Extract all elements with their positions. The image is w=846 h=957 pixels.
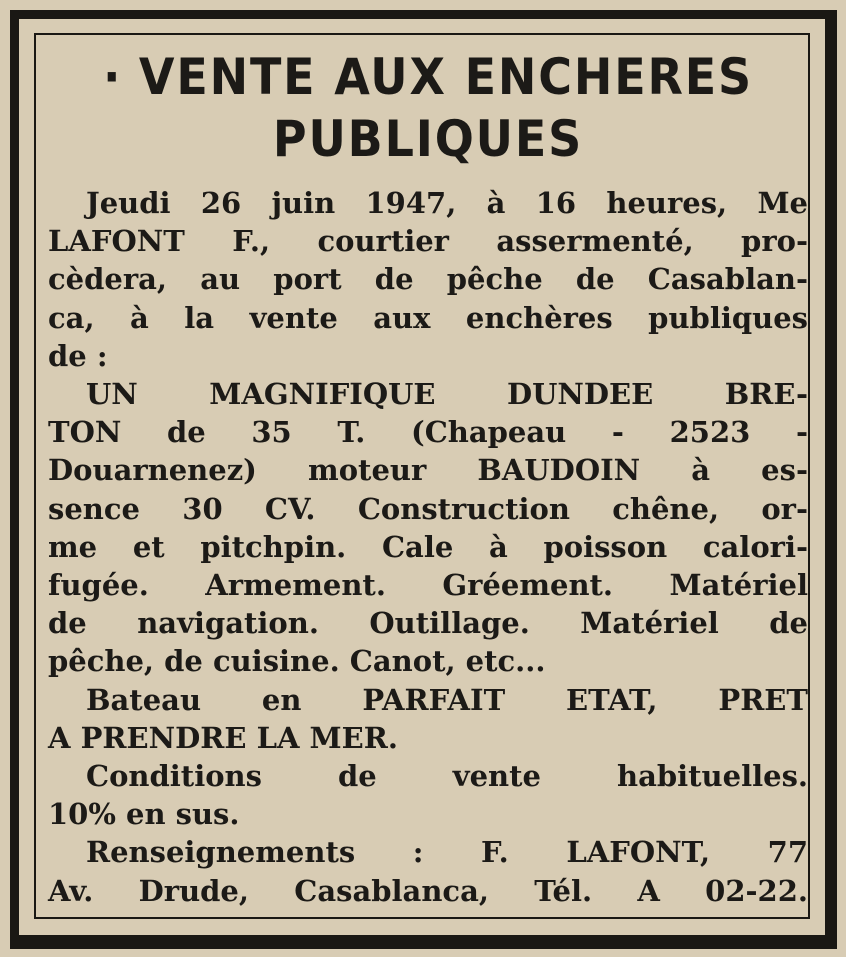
text-line: A PRENDRE LA MER. xyxy=(48,720,398,755)
paragraph-terms xyxy=(48,757,808,833)
text-line: me et pitchpin. Cale à poisson calori- xyxy=(48,529,808,564)
text-line: Av. Drude, Casablanca, Tél. A 02-22. xyxy=(48,873,808,908)
text-line: pêche, de cuisine. Canot, etc... xyxy=(48,644,546,679)
text-line: LAFONT F., courtier assermenté, pro- xyxy=(48,224,808,259)
notice-title xyxy=(78,46,777,170)
text-line: fugée. Armement. Gréement. Matériel xyxy=(48,568,808,603)
title-line-2: PUBLIQUES xyxy=(272,110,584,168)
text-line: ca, à la vente aux enchères publiques xyxy=(48,300,808,335)
text-line: Jeudi 26 juin 1947, à 16 heures, Me xyxy=(86,186,808,220)
text-line: Douarnenez) moteur BAUDOIN à es- xyxy=(48,453,808,488)
text-line: Bateau en PARFAIT ETAT, PRET xyxy=(86,682,808,717)
text-line: de : xyxy=(48,338,108,373)
text-line: de navigation. Outillage. Matériel de xyxy=(48,606,808,641)
paragraph-contact xyxy=(48,833,808,909)
text-line: 10% en sus. xyxy=(48,797,240,832)
title-line-1: VENTE AUX ENCHERES xyxy=(138,48,753,106)
text-line: sence 30 CV. Construction chêne, or- xyxy=(48,491,808,526)
text-line: UN MAGNIFIQUE DUNDEE BRE- xyxy=(86,377,808,412)
text-line: TON de 35 T. (Chapeau - 2523 - xyxy=(48,415,808,450)
title-bullet: · xyxy=(103,48,123,106)
paragraph-condition xyxy=(48,681,808,757)
text-line: cèdera, au port de pêche de Casablan- xyxy=(48,262,808,297)
paragraph-announcement xyxy=(48,184,808,375)
paragraph-boat-description xyxy=(48,375,808,681)
text-line: Conditions de vente habituelles. xyxy=(86,759,808,794)
text-line: Renseignements : F. LAFONT, 77 xyxy=(86,835,808,870)
auction-notice xyxy=(48,46,808,910)
